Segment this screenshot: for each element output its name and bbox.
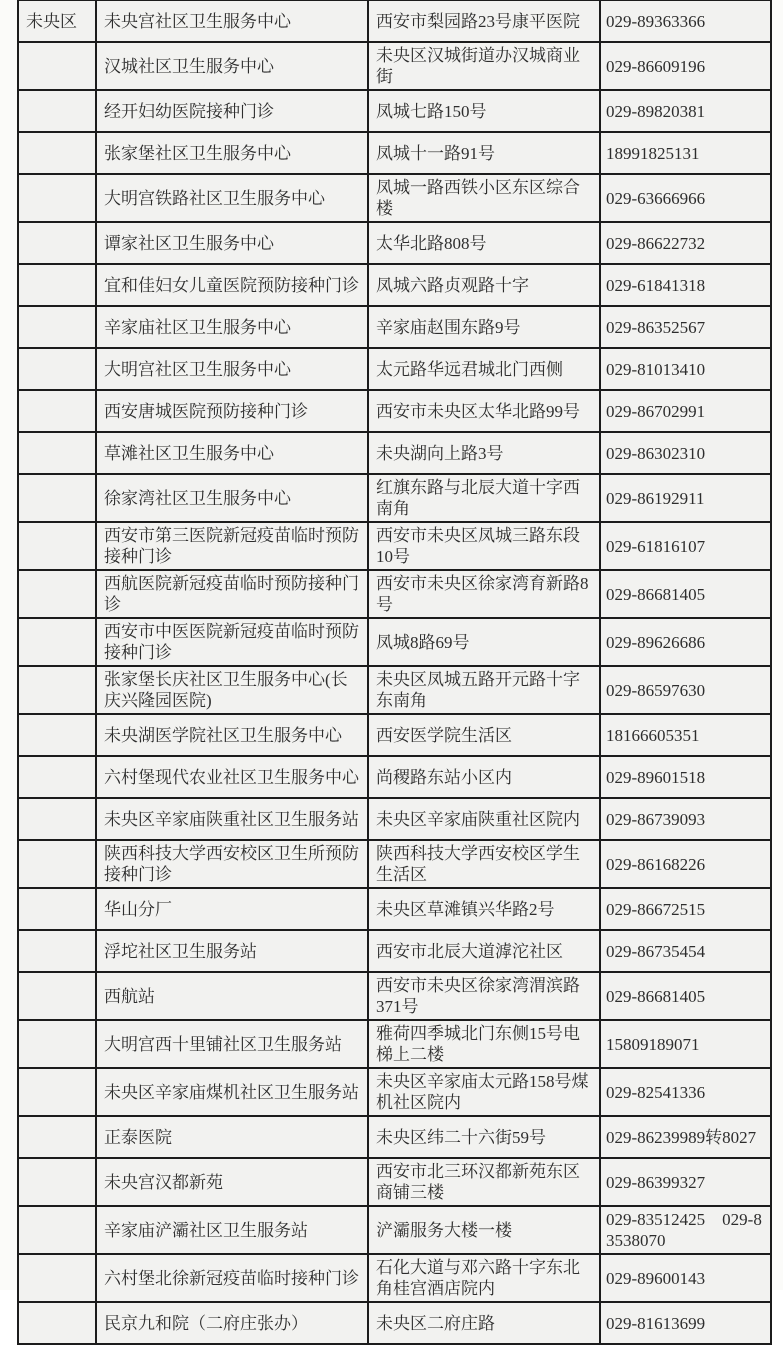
table-row (18, 930, 771, 972)
table-row (18, 972, 771, 1020)
vaccination-sites-table (17, 0, 772, 1345)
district-cell (18, 264, 96, 306)
table-row (18, 90, 771, 132)
site-address-cell: 凤城8路69号 (368, 618, 600, 666)
site-phone-cell: 029-83512425 029-83538070 (600, 1206, 771, 1254)
site-name-cell: 谭家社区卫生服务中心 (96, 222, 368, 264)
site-phone-cell: 029-86681405 (600, 570, 771, 618)
district-cell (18, 618, 96, 666)
site-address-cell: 未央区辛家庙太元路158号煤机社区院内 (368, 1068, 600, 1116)
site-name-cell: 未央宫社区卫生服务中心 (96, 0, 368, 42)
district-cell (18, 840, 96, 888)
site-address-cell: 凤城七路150号 (368, 90, 600, 132)
site-phone-cell: 029-86399327 (600, 1158, 771, 1206)
table-row (18, 306, 771, 348)
site-name-cell: 大明宫西十里铺社区卫生服务站 (96, 1020, 368, 1068)
district-cell: 未央区 (18, 0, 96, 42)
table-row (18, 132, 771, 174)
site-address-cell: 西安市北三环汉都新苑东区商铺三楼 (368, 1158, 600, 1206)
table-row (18, 714, 771, 756)
site-name-cell: 大明宫铁路社区卫生服务中心 (96, 174, 368, 222)
site-phone-cell: 029-86609196 (600, 42, 771, 90)
district-cell (18, 570, 96, 618)
table-row (18, 474, 771, 522)
site-name-cell: 未央宫汉都新苑 (96, 1158, 368, 1206)
district-cell (18, 1068, 96, 1116)
site-address-cell: 未央区凤城五路开元路十字东南角 (368, 666, 600, 714)
site-phone-cell: 029-81013410 (600, 348, 771, 390)
table-row (18, 264, 771, 306)
site-address-cell: 未央区辛家庙陕重社区院内 (368, 798, 600, 840)
site-name-cell: 张家堡长庆社区卫生服务中心(长庆兴隆园医院) (96, 666, 368, 714)
site-phone-cell: 15809189071 (600, 1020, 771, 1068)
site-name-cell: 未央区辛家庙陕重社区卫生服务站 (96, 798, 368, 840)
district-cell (18, 348, 96, 390)
site-phone-cell: 029-89626686 (600, 618, 771, 666)
site-phone-cell: 18991825131 (600, 132, 771, 174)
site-address-cell: 西安医学院生活区 (368, 714, 600, 756)
site-address-cell: 西安市未央区太华北路99号 (368, 390, 600, 432)
district-cell (18, 1302, 96, 1344)
table-row (18, 1158, 771, 1206)
district-cell (18, 1206, 96, 1254)
table-row (18, 798, 771, 840)
district-cell (18, 42, 96, 90)
district-cell (18, 1020, 96, 1068)
site-phone-cell: 029-86735454 (600, 930, 771, 972)
table-row (18, 840, 771, 888)
site-name-cell: 六村堡现代农业社区卫生服务中心 (96, 756, 368, 798)
site-name-cell: 西安市中医医院新冠疫苗临时预防接种门诊 (96, 618, 368, 666)
table-row (18, 348, 771, 390)
table-body (18, 0, 771, 1344)
district-cell (18, 90, 96, 132)
site-phone-cell: 029-86597630 (600, 666, 771, 714)
site-phone-cell: 18166605351 (600, 714, 771, 756)
site-name-cell: 未央湖医学院社区卫生服务中心 (96, 714, 368, 756)
table-row (18, 1116, 771, 1158)
district-cell (18, 522, 96, 570)
site-phone-cell: 029-89820381 (600, 90, 771, 132)
site-name-cell: 六村堡北徐新冠疫苗临时接种门诊 (96, 1254, 368, 1302)
site-phone-cell: 029-86352567 (600, 306, 771, 348)
site-name-cell: 草滩社区卫生服务中心 (96, 432, 368, 474)
district-cell (18, 390, 96, 432)
district-cell (18, 432, 96, 474)
site-phone-cell: 029-89363366 (600, 0, 771, 42)
site-name-cell: 西安唐城医院预防接种门诊 (96, 390, 368, 432)
district-cell (18, 714, 96, 756)
table-row (18, 0, 771, 42)
site-address-cell: 石化大道与邓六路十字东北角桂宫酒店院内 (368, 1254, 600, 1302)
table-row (18, 222, 771, 264)
site-phone-cell: 029-86168226 (600, 840, 771, 888)
site-address-cell: 未央区纬二十六街59号 (368, 1116, 600, 1158)
site-phone-cell: 029-89601518 (600, 756, 771, 798)
site-name-cell: 汉城社区卫生服务中心 (96, 42, 368, 90)
site-phone-cell: 029-86672515 (600, 888, 771, 930)
site-name-cell: 华山分厂 (96, 888, 368, 930)
site-phone-cell: 029-86622732 (600, 222, 771, 264)
table-row (18, 1302, 771, 1344)
site-address-cell: 西安市未央区徐家湾育新路8号 (368, 570, 600, 618)
site-phone-cell: 029-63666966 (600, 174, 771, 222)
district-cell (18, 306, 96, 348)
site-address-cell: 太元路华远君城北门西侧 (368, 348, 600, 390)
site-phone-cell: 029-86702991 (600, 390, 771, 432)
site-name-cell: 徐家湾社区卫生服务中心 (96, 474, 368, 522)
district-cell (18, 930, 96, 972)
site-address-cell: 西安市梨园路23号康平医院 (368, 0, 600, 42)
table-row (18, 618, 771, 666)
site-address-cell: 凤城六路贞观路十字 (368, 264, 600, 306)
table-row (18, 1206, 771, 1254)
district-cell (18, 972, 96, 1020)
site-name-cell: 经开妇幼医院接种门诊 (96, 90, 368, 132)
site-phone-cell: 029-86192911 (600, 474, 771, 522)
site-address-cell: 浐灞服务大楼一楼 (368, 1206, 600, 1254)
site-name-cell: 西航医院新冠疫苗临时预防接种门诊 (96, 570, 368, 618)
site-address-cell: 凤城十一路91号 (368, 132, 600, 174)
district-cell (18, 222, 96, 264)
table-row (18, 1254, 771, 1302)
site-name-cell: 辛家庙社区卫生服务中心 (96, 306, 368, 348)
table-row (18, 432, 771, 474)
district-cell (18, 174, 96, 222)
table-row (18, 756, 771, 798)
table-row (18, 522, 771, 570)
site-name-cell: 大明宫社区卫生服务中心 (96, 348, 368, 390)
table-row (18, 1068, 771, 1116)
site-name-cell: 陕西科技大学西安校区卫生所预防接种门诊 (96, 840, 368, 888)
site-name-cell: 张家堡社区卫生服务中心 (96, 132, 368, 174)
site-address-cell: 辛家庙赵围东路9号 (368, 306, 600, 348)
site-phone-cell: 029-61816107 (600, 522, 771, 570)
site-address-cell: 未央区草滩镇兴华路2号 (368, 888, 600, 930)
table-row (18, 1020, 771, 1068)
district-cell (18, 474, 96, 522)
site-address-cell: 尚稷路东站小区内 (368, 756, 600, 798)
table-row (18, 888, 771, 930)
table-row (18, 42, 771, 90)
site-phone-cell: 029-89600143 (600, 1254, 771, 1302)
site-address-cell: 西安市未央区凤城三路东段10号 (368, 522, 600, 570)
district-cell (18, 888, 96, 930)
table-row (18, 174, 771, 222)
site-phone-cell: 029-86739093 (600, 798, 771, 840)
district-cell (18, 798, 96, 840)
site-address-cell: 雅荷四季城北门东侧15号电梯上二楼 (368, 1020, 600, 1068)
site-address-cell: 未央湖向上路3号 (368, 432, 600, 474)
table-row (18, 666, 771, 714)
district-cell (18, 1158, 96, 1206)
site-phone-cell: 029-82541336 (600, 1068, 771, 1116)
site-name-cell: 辛家庙浐灞社区卫生服务站 (96, 1206, 368, 1254)
site-address-cell: 西安市未央区徐家湾渭滨路371号 (368, 972, 600, 1020)
site-address-cell: 未央区二府庄路 (368, 1302, 600, 1344)
district-cell (18, 666, 96, 714)
site-address-cell: 未央区汉城街道办汉城商业街 (368, 42, 600, 90)
district-cell (18, 132, 96, 174)
site-phone-cell: 029-86681405 (600, 972, 771, 1020)
site-name-cell: 未央区辛家庙煤机社区卫生服务站 (96, 1068, 368, 1116)
table-row (18, 570, 771, 618)
site-name-cell: 西安市第三医院新冠疫苗临时预防接种门诊 (96, 522, 368, 570)
site-name-cell: 正泰医院 (96, 1116, 368, 1158)
district-cell (18, 1254, 96, 1302)
table-row (18, 390, 771, 432)
site-phone-cell: 029-81613699 (600, 1302, 771, 1344)
site-address-cell: 太华北路808号 (368, 222, 600, 264)
site-address-cell: 西安市北辰大道滹沱社区 (368, 930, 600, 972)
district-cell (18, 756, 96, 798)
site-name-cell: 西航站 (96, 972, 368, 1020)
site-phone-cell: 029-86239989转8027 (600, 1116, 771, 1158)
site-address-cell: 凤城一路西铁小区东区综合楼 (368, 174, 600, 222)
site-address-cell: 陕西科技大学西安校区学生生活区 (368, 840, 600, 888)
site-phone-cell: 029-86302310 (600, 432, 771, 474)
site-name-cell: 浮坨社区卫生服务站 (96, 930, 368, 972)
site-phone-cell: 029-61841318 (600, 264, 771, 306)
site-address-cell: 红旗东路与北辰大道十字西南角 (368, 474, 600, 522)
district-cell (18, 1116, 96, 1158)
site-name-cell: 民京九和院（二府庄张办） (96, 1302, 368, 1344)
site-name-cell: 宜和佳妇女儿童医院预防接种门诊 (96, 264, 368, 306)
